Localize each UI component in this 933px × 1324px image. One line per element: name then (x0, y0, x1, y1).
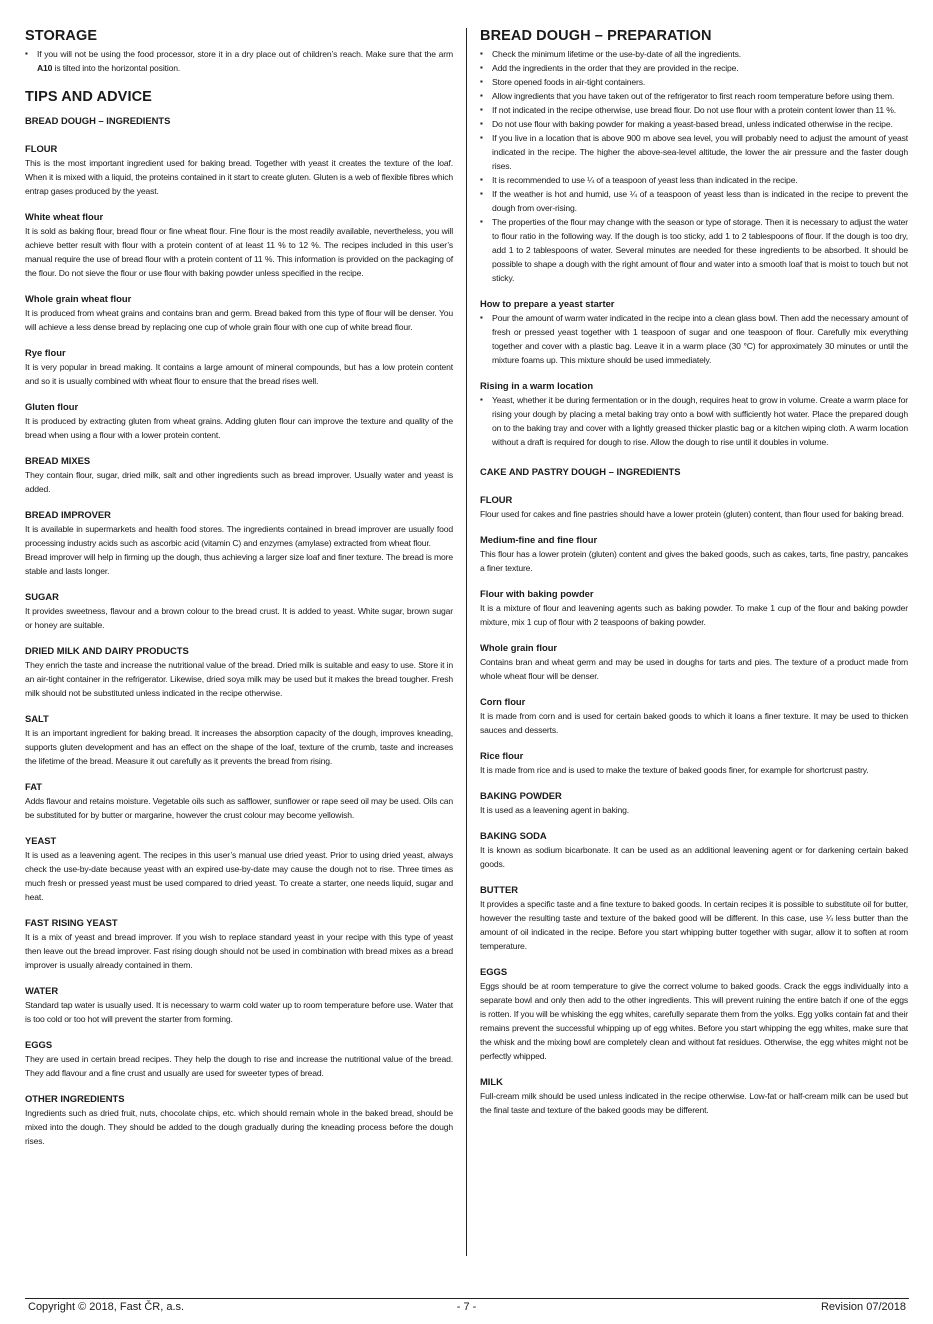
section-text: It is produced from wheat grains and contains bran and germ. Bread baked from this type of flour will be denser. You will achieve a less dense bread by replacing one cup of whole grain flour with one cup of white bread flour. (25, 308, 453, 332)
section-text: Adds flavour and retains moisture. Vegetable oils such as safflower, sunflower or rape seed oil may be used. Oils can be substituted for by butter or margarine, however the crust colour may become yellowish. (25, 796, 453, 820)
section-title: BREAD MIXES (25, 455, 91, 466)
section-text: It is used as a leavening agent. The recipes in this user’s manual use dried yeast. Prior to using dried yeast, always check the use-by-date because yeast with an expired use-by-date may cause the dough not to rise. Three times as much fresh or pressed yeast must be used compared to dried yeast. To create a starter, one needs liquid, sugar and heat. (25, 850, 453, 902)
section-text: They enrich the taste and increase the nutritional value of the bread. Dried milk is suitable and easy to use. Store it in an air-tight container in the refrigerator. Likewise, dried soya milk may be used but it makes the bread tougher. Fresh milk should not be substituted unless indicated in the recipe otherwise. (25, 660, 453, 698)
preparation-section (480, 28, 908, 285)
cake-ingredients-heading: CAKE AND PASTRY DOUGH – INGREDIENTS (480, 466, 681, 477)
list-item: ▪ The properties of the flour may change with the season or type of storage. Then it is necessary to adjust the water to flour ratio in the following way. If the dough is too sticky, add 1 to 2 tablespoons of flour. If the dough is too dry, add 1 to 2 tablespoons of water. Several minutes are needed for these ingredients to be absorbed. It should be possible to shape a dough with the right amount of flour and water into a smooth loaf that is moist to touch but not sticky. (480, 215, 908, 285)
rising-list (480, 393, 908, 449)
flour-section (25, 143, 453, 198)
rising-section (480, 380, 908, 449)
storage-text-pre: If you will not be using the food processor, store it in a dry place out of children’s reach. Make sure that the arm (37, 49, 453, 59)
wholegrain-flour-section (25, 293, 453, 334)
milk-section (480, 1076, 908, 1117)
section-title: Rye flour (25, 347, 66, 358)
list-item: ▪ If the weather is hot and humid, use ¼ of a teaspoon of yeast less than is indicated in the recipe to prevent the dough from over-rising. (480, 187, 908, 215)
column-divider (466, 28, 467, 1256)
section-title: FAT (25, 781, 43, 792)
section-text: Full-cream milk should be used unless indicated in the recipe otherwise. Low-fat or half-cream milk can be used but the final taste and texture of the baked goods may be different. (480, 1091, 908, 1115)
section-text: It provides sweetness, flavour and a brown colour to the bread crust. It is added to yeast. White sugar, brown sugar or honey are suitable. (25, 606, 453, 630)
starter-list (480, 311, 908, 367)
section-title: BREAD IMPROVER (25, 509, 111, 520)
section-text: It is produced by extracting gluten from wheat grains. Adding gluten flour can improve the texture and quality of the bread when using a flour with a lower protein content. (25, 416, 453, 440)
list-item: ▪ Pour the amount of warm water indicated in the recipe into a clean glass bowl. Then add the necessary amount of fresh or pressed yeast together with 1 teaspoon of sugar and one teaspoon of flour. Carefully mix everything together and cover with a plastic bag. Leave it in a warm place (30 °C) for approximately 30 minutes or until the mixture foams up. This mixture should be used immediately. (480, 311, 908, 367)
section-text: Standard tap water is usually used. It is necessary to warm cold water up to room temperature before use. Water that is too cold or too hot will prevent the starter from forming. (25, 1000, 453, 1024)
water-section (25, 985, 453, 1026)
list-item (25, 47, 453, 75)
section-title: BAKING POWDER (480, 790, 562, 801)
section-text: Contains bran and wheat germ and may be used in doughs for tarts and pies. The texture of a product made from whole wheat flour will be denser. (480, 657, 908, 681)
section-title: EGGS (480, 966, 508, 977)
footer-page-number: - 7 - (456, 1301, 477, 1313)
list-item: ▪ Do not use flour with baking powder for making a yeast-based bread, unless indicated otherwise in the recipe. (480, 117, 908, 131)
section-text: They are used in certain bread recipes. They help the dough to rise and increase the nutritional value of the bread. They add flavour and a fine crust and usually are used for sweeter types of bread. (25, 1054, 453, 1078)
section-title: BUTTER (480, 884, 519, 895)
butter-section (480, 884, 908, 953)
list-item: ▪ If not indicated in the recipe otherwise, use bread flour. Do not use flour with a protein content lower than 11 %. (480, 103, 908, 117)
section-title: Medium-fine and fine flour (480, 534, 598, 545)
storage-heading: STORAGE (25, 28, 98, 44)
corn-flour-section (480, 696, 908, 737)
wholegrain-cake-flour-section (480, 642, 908, 683)
section-text: Flour used for cakes and fine pastries should have a lower protein (gluten) content, than flour used for baking bread. (480, 509, 904, 519)
fast-yeast-section (25, 917, 453, 972)
section-title: Rice flour (480, 750, 524, 761)
section-title: MILK (480, 1076, 503, 1087)
section-title: White wheat flour (25, 211, 104, 222)
yeast-section (25, 835, 453, 904)
baking-soda-section (480, 830, 908, 871)
storage-list (25, 47, 453, 75)
dried-milk-section (25, 645, 453, 700)
section-text: It is an important ingredient for baking bread. It increases the absorption capacity of the dough, improves kneading, supports gluten development and has an effect on the shape of the loaf, texture of the crumb, taste and increases the lifetime of the bread. Measure it out carefully as it prevents the bread from rising. (25, 728, 453, 766)
section-title: FAST RISING YEAST (25, 917, 118, 928)
bread-improver-section (25, 509, 453, 578)
list-item: ▪ Check the minimum lifetime or the use-by-date of all the ingredients. (480, 47, 908, 61)
white-flour-section (25, 211, 453, 280)
footer-revision: Revision 07/2018 (820, 1301, 906, 1313)
right-column (480, 28, 908, 1117)
list-item: ▪ Allow ingredients that you have taken out of the refrigerator to first reach room temperature before using them. (480, 89, 908, 103)
list-item: ▪ If you live in a location that is above 900 m above sea level, you will probably need to adjust the amount of yeast indicated in the recipe. The higher the above-sea-level altitude, the lower the air pressure and the faster dough rises. (480, 131, 908, 173)
section-text: It is made from rice and is used to make the texture of baked goods finer, for example for shortcrust pastry. (480, 765, 869, 775)
fat-section (25, 781, 453, 822)
section-title: WATER (25, 985, 59, 996)
other-ingredients-section (25, 1093, 453, 1148)
rice-flour-section (480, 750, 908, 777)
section-text: It is known as sodium bicarbonate. It can be used as an additional leavening agent or for darkening certain baked goods. (480, 845, 908, 869)
section-title: DRIED MILK AND DAIRY PRODUCTS (25, 645, 189, 656)
list-item: ▪ Yeast, whether it be during fermentation or in the dough, requires heat to grow in volume. Create a warm place for rising your dough by placing a metal baking tray onto a bowl with sufficiently hot water. Place the prepared dough on to the baking tray and cover with a lightly greased thicker plastic bag or a kitchen wiping cloth. A warm location without a draft is required for dough to rise. Allow the dough to rise until it doubles in volume. (480, 393, 908, 449)
section-title: BAKING SODA (480, 830, 547, 841)
section-text: It is a mix of yeast and bread improver. If you wish to replace standard yeast in your recipe with this type of yeast then leave out the bread improver. Fast rising dough should not be used in combination with bread mixes as a bread improver is usually already contained in them. (25, 932, 453, 970)
left-column (25, 28, 453, 1148)
section-title: SALT (25, 713, 49, 724)
cake-eggs-section (480, 966, 908, 1063)
storage-arm-label: A10 (37, 63, 53, 73)
baking-flour-section (480, 588, 908, 629)
storage-section (25, 28, 453, 75)
section-text: It is sold as baking flour, bread flour or fine wheat flour. Fine flour is the most readily available, nevertheless, you will achieve better result with flour with a protein content of at least 11 % to 12 %. The recipes included in this user’s manual require the use of bread flour with a protein content of 11 %. This information is provided on the packaging of the flour. Do not sieve the flour or use flour with baking powder unless specified in the recipe. (25, 226, 453, 278)
section-text: It is a mixture of flour and leavening agents such as baking powder. To make 1 cup of the flour and baking powder mixture, mix 1 cup of flour with 2 teaspoons of baking powder. (480, 603, 908, 627)
footer-rule (25, 1298, 909, 1299)
section-title: YEAST (25, 835, 57, 846)
section-text: It provides a specific taste and a fine texture to baked goods. In certain recipes it is possible to substitute oil for butter, however the resulting taste and texture of the baked good will be different. In this case, use ¼ less butter than the amount of oil indicated in the recipe. Before you start whipping butter together with sugar, allow it to soften at room temperature. (480, 899, 908, 951)
footer-copyright: Copyright © 2018, Fast ČR, a.s. (28, 1301, 185, 1313)
section-title: FLOUR (25, 143, 58, 154)
salt-section (25, 713, 453, 768)
section-title: How to prepare a yeast starter (480, 298, 615, 309)
section-text: It is used as a leavening agent in baking. (480, 805, 629, 815)
section-text: It is made from corn and is used for certain baked goods to which it loans a finer texture. It may be used to thicken sauces and desserts. (480, 711, 908, 735)
section-title: SUGAR (25, 591, 59, 602)
list-item: ▪ It is recommended to use ¼ of a teaspoon of yeast less than indicated in the recipe. (480, 173, 908, 187)
section-text: Bread improver will help in firming up the dough, thus achieving a larger size loaf and finer texture. The bread is more stable and lasts longer. (25, 552, 453, 576)
section-title: Rising in a warm location (480, 380, 594, 391)
yeast-starter-section (480, 298, 908, 367)
preparation-heading: BREAD DOUGH – PREPARATION (480, 28, 712, 44)
section-text: This flour has a lower protein (gluten) content and gives the baked goods, such as cakes, tarts, fine pastry, pancakes a finer texture. (480, 549, 908, 573)
baking-powder-section (480, 790, 908, 817)
bread-ingredients-heading: BREAD DOUGH – INGREDIENTS (25, 115, 171, 126)
preparation-list (480, 47, 908, 285)
gluten-flour-section (25, 401, 453, 442)
list-item: ▪ Store opened foods in air-tight containers. (480, 75, 908, 89)
section-text: This is the most important ingredient used for baking bread. Together with yeast it creates the texture of the loaf. When it is mixed with a liquid, the proteins contained in it start to create gluten. Gluten is a web of flexible fibres which entrap gases produced by the yeast. (25, 158, 453, 196)
sugar-section (25, 591, 453, 632)
section-text: It is available in supermarkets and health food stores. The ingredients contained in bread improver are usually food processing industry acids such as ascorbic acid (vitamin C) and enzymes (amylase) extracted from wheat flour. (25, 524, 453, 548)
section-title: Whole grain flour (480, 642, 558, 653)
section-text: Ingredients such as dried fruit, nuts, chocolate chips, etc. which should remain whole in the baked bread, should be mixed into the dough. They should be added to the dough gradually during the kneading process before the dough rises. (25, 1108, 453, 1146)
section-text: It is very popular in bread making. It contains a large amount of mineral compounds, but has a low protein content and so it is usually combined with wheat flour to ensure that the bread rises well. (25, 362, 453, 386)
storage-text-post: is tilted into the horizontal position. (52, 63, 181, 73)
section-title: FLOUR (480, 494, 513, 505)
section-text: They contain flour, sugar, dried milk, salt and other ingredients such as bread improver. Usually water and yeast is added. (25, 470, 453, 494)
section-title: OTHER INGREDIENTS (25, 1093, 125, 1104)
section-title: Gluten flour (25, 401, 79, 412)
section-title: EGGS (25, 1039, 53, 1050)
section-title: Whole grain wheat flour (25, 293, 132, 304)
cake-flour-section (480, 494, 908, 521)
bread-mixes-section (25, 455, 453, 496)
section-text: Eggs should be at room temperature to give the correct volume to baked goods. Crack the eggs individually into a separate bowl and only then add to the other ingredients. This will prevent ruining the entire batch if one of the eggs is rotten. If you will be whisking the egg whites, carefully separate them from the yolks. Egg yolks contain fat and their remains prevent the successful whipping up of egg whites. Before you start whipping the egg whites, make sure that the whisk and the mixing bowl are completely clean and without fat residues. Otherwise, the egg whites might not be perfectly whipped. (480, 981, 908, 1061)
list-item: ▪ Add the ingredients in the order that they are provided in the recipe. (480, 61, 908, 75)
medium-flour-section (480, 534, 908, 575)
rye-flour-section (25, 347, 453, 388)
section-title: Flour with baking powder (480, 588, 594, 599)
section-title: Corn flour (480, 696, 526, 707)
eggs-section (25, 1039, 453, 1080)
tips-heading: TIPS AND ADVICE (25, 89, 152, 105)
